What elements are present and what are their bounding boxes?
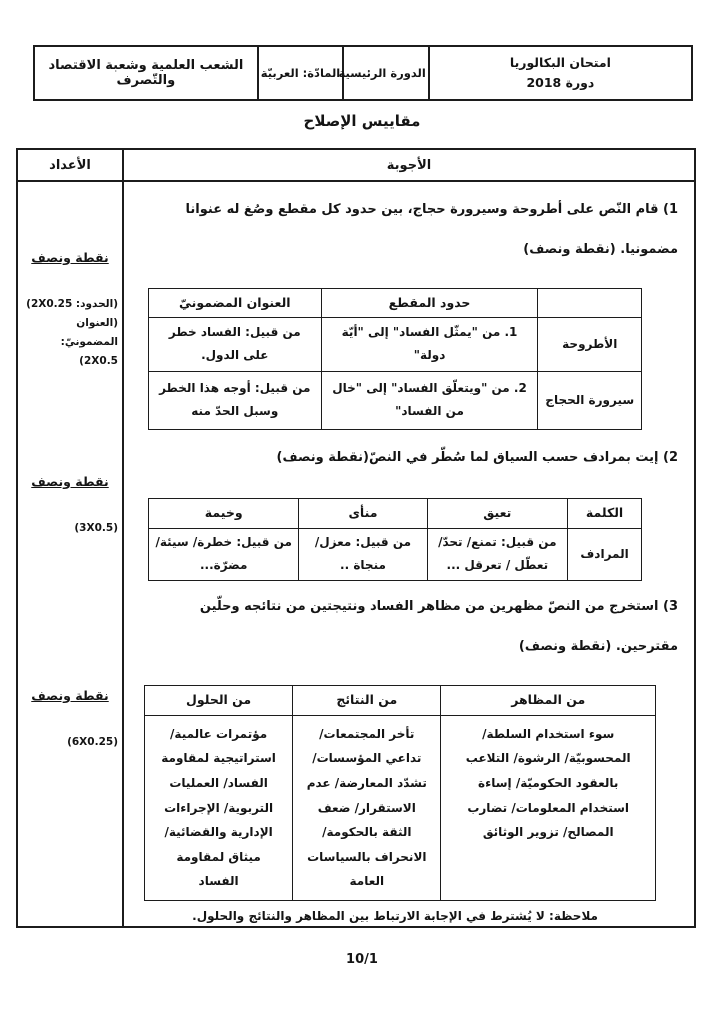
q1-marks-detail-2: (العنوان المضمونيّ: 2X0.5)	[60, 316, 118, 367]
q3-solutions-cell: مؤتمرات عالمية/ استراتيجية لمقاومة الفساد/ العمليات التربوية/ الإجراءات الإدارية والقضائية/ ميثاق لمقاومة الفساد	[145, 715, 293, 900]
main-table	[16, 148, 696, 928]
question-3: 3) استخرج من النصّ مظهرين من مظاهر الفساد ونتيجتين من نتائجه وحلّين مقترحين. (نقطة ونصف)	[199, 598, 678, 654]
q1-row2-title: من قبيل: أوجه هذا الخطر وسبل الحدّ منه	[149, 371, 322, 429]
header-table	[33, 45, 693, 101]
q2-synonym1: من قبيل: تمنع/ تحدّ/ تعطّل / تعرقل ...	[427, 528, 568, 580]
q1-table-header-row	[149, 289, 642, 318]
q3-marks-block	[18, 688, 122, 752]
q2-header-word2: منأى	[299, 498, 427, 528]
header-row	[34, 46, 692, 100]
q3-aspects-cell: سوء استخدام السلطة/ المحسوبيّة/ الرشوة/ التلاعب بالعقود الحكوميّة/ إساءة استخدام المعلومات/ تضارب المصالح/ تزوير الوثائق	[441, 715, 656, 900]
exam-title-line2: دورة 2018	[526, 75, 595, 90]
q1-row1-limits: 1. من "يمثّل الفساد" إلى "أيّة دولة"	[321, 317, 538, 371]
q1-row1-label: الأطروحة	[538, 317, 642, 371]
table-row	[145, 715, 656, 900]
marks-column	[18, 182, 122, 926]
q1-header-empty	[538, 289, 642, 318]
question-2-table	[148, 498, 642, 581]
q2-marks-block	[18, 474, 122, 538]
main-table-header-row	[18, 150, 694, 182]
main-table-body	[18, 182, 694, 926]
q1-header-limits: حدود المقطع	[321, 289, 538, 318]
q2-marks-label: نقطة ونصف	[31, 474, 109, 489]
q2-header-word3: وخيمة	[149, 498, 299, 528]
page-number-value: 10/1	[346, 952, 378, 967]
q1-row2-label: سيرورة الحجاج	[538, 371, 642, 429]
answers-column	[122, 182, 694, 926]
q2-header-word1: تعيق	[427, 498, 568, 528]
answers-column-header: الأجوبة	[122, 150, 694, 180]
question-1-table	[148, 288, 642, 430]
page-number	[0, 952, 724, 967]
q2-marks-detail-1: (3X0.5)	[74, 522, 118, 534]
remark-note: ملاحظة: لا يُشترط في الإجابة الارتباط بين المظاهر والنتائج والحلول.	[192, 908, 598, 923]
q3-table-header-row	[145, 685, 656, 715]
page-title: مقاييس الإصلاح	[303, 112, 421, 130]
q1-row1-title: من قبيل: الفساد خطر على الدول.	[149, 317, 322, 371]
q2-synonym2: من قبيل: معزل/ منجاة ..	[299, 528, 427, 580]
subject-cell: المادّة: العربيّة	[258, 46, 344, 100]
q2-table-header-row	[149, 498, 642, 528]
q1-marks-label: نقطة ونصف	[31, 250, 109, 265]
exam-title-line1: امتحان البكالوريا	[509, 55, 611, 70]
table-row	[149, 371, 642, 429]
table-row	[149, 317, 642, 371]
q1-marks-detail-1: (الحدود: 2X0.25)	[26, 298, 118, 310]
q3-header-solutions: من الحلول	[145, 685, 293, 715]
q2-header-word: الكلمة	[568, 498, 642, 528]
q3-marks-label: نقطة ونصف	[31, 688, 109, 703]
q3-header-results: من النتائج	[293, 685, 441, 715]
question-3-table	[144, 685, 656, 901]
question-2: 2) إيت بمرادف حسب السياق لما سُطّر في النصّ(نقطة ونصف)	[276, 449, 678, 465]
q1-header-title: العنوان المضمونيّ	[149, 289, 322, 318]
q2-synonym3: من قبيل: خطرة/ سيئة/ مضرّة...	[149, 528, 299, 580]
q3-results-cell: تأخر المجتمعات/ تداعي المؤسسات/ تشدّد المعارضة/ عدم الاستقرار/ ضعف الثقة بالحكومة/ الانحراف بالسياسات العامة	[293, 715, 441, 900]
question-1: 1) قام النّص على أطروحة وسيرورة حجاج، بين حدود كل مقطع وصُغ له عنوانا مضمونيا. (نقطة ونصف)	[185, 202, 678, 257]
q2-row-label: المرادف	[568, 528, 642, 580]
table-row	[149, 528, 642, 580]
q1-marks-block	[18, 250, 122, 371]
exam-title-cell	[429, 46, 692, 100]
marks-column-header: الأعداد	[49, 157, 91, 173]
stream-cell: الشعب العلمية وشعبة الاقتصاد والتّصرف	[34, 46, 258, 100]
q1-row2-limits: 2. من "ويتعلّق الفساد" إلى "خال من الفساد"	[321, 371, 538, 429]
session-cell: الدورة الرئيسية	[343, 46, 429, 100]
q3-marks-detail-1: (6X0.25)	[67, 736, 118, 748]
q3-header-aspects: من المظاهر	[441, 685, 656, 715]
